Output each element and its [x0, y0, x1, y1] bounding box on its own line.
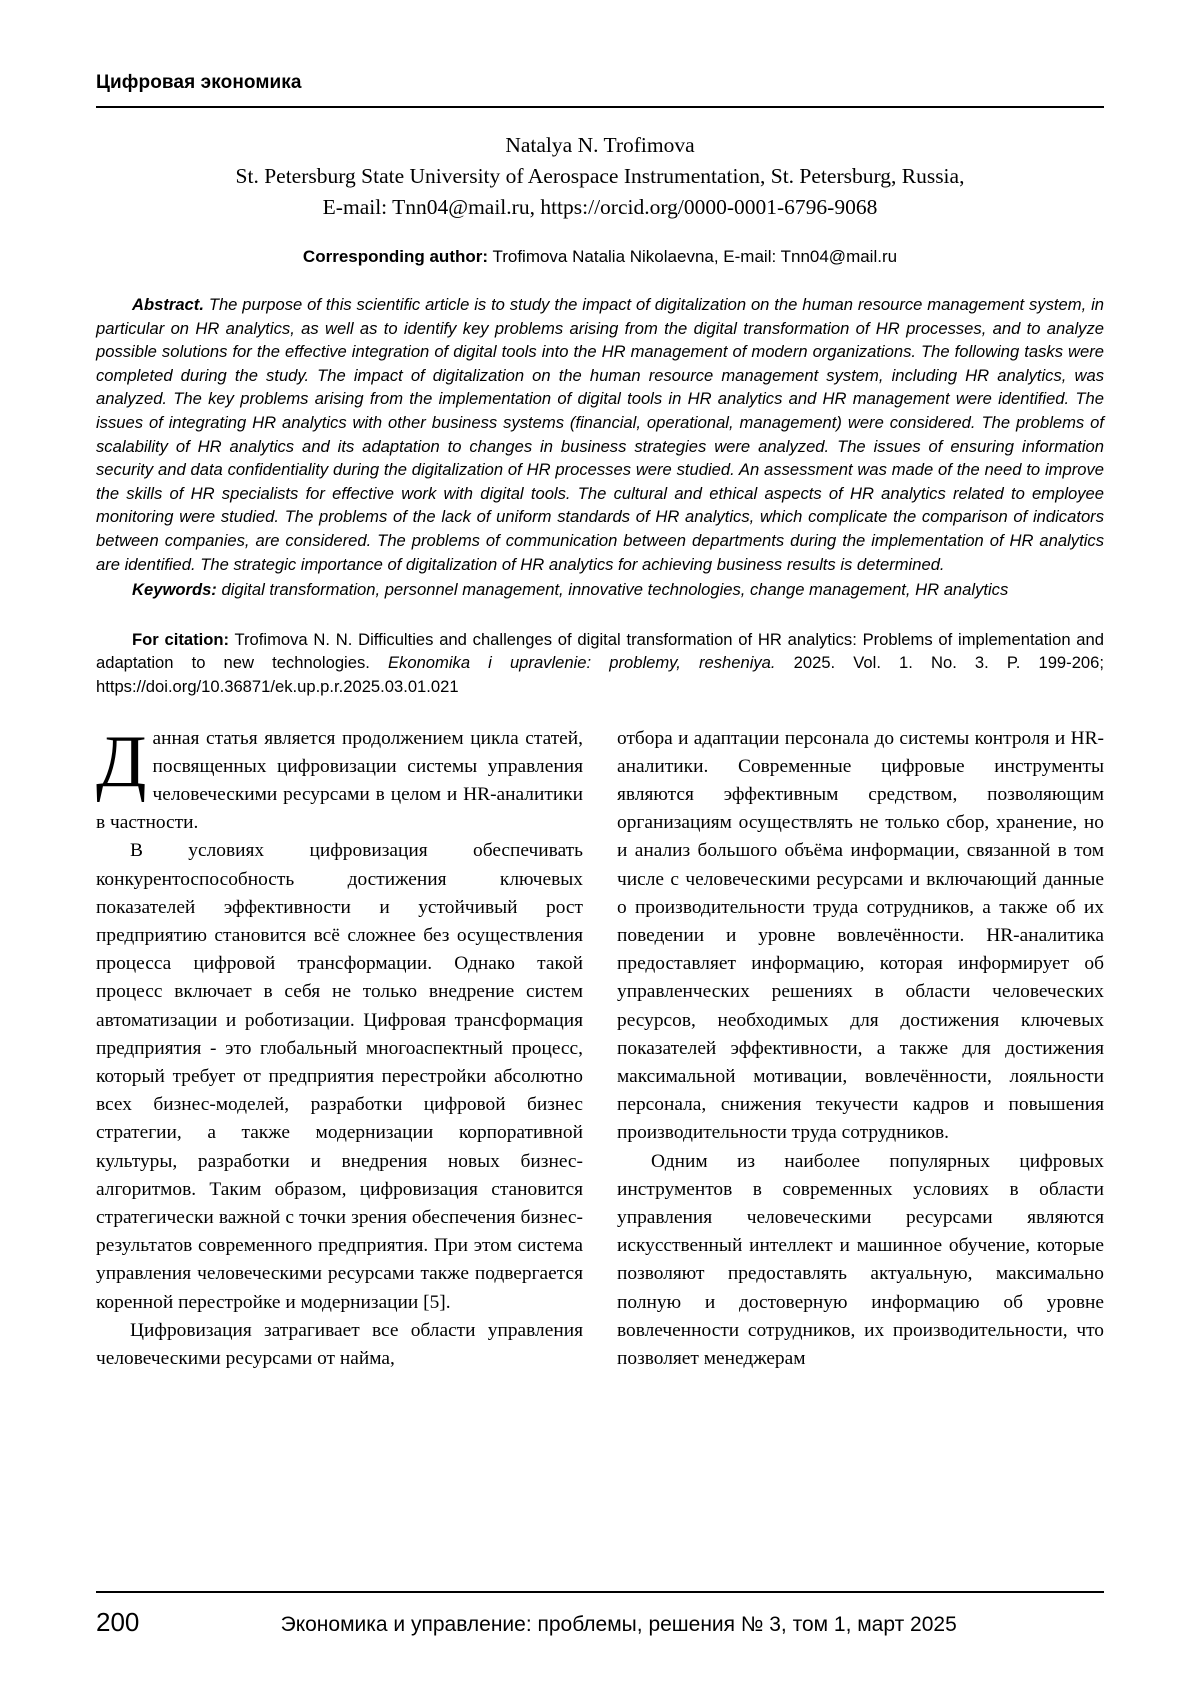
body-paragraph: отбора и адаптации персонала до системы контроля и HR-аналитики. Современные цифровые инструменты являются эффективным средством, позволяющим организациям осуществлять не только сбор, хранение, но и анализ большого объёма информации, связанной в том числе с человеческими ресурсами и включающий данные о производительности труда сотрудников, а также об их поведении и уровне вовлечённости. HR-аналитика предоставляет информацию, которая информирует об управленческих решениях в области человеческих ресурсов, необходимых для достижения ключевых показателей эффективности, а также для достижения максимальной мотивации, вовлечённости, лояльности персонала, снижения текучести кадров и повышения производительности труда сотрудников. — [617, 727, 1104, 1144]
keywords-label: Keywords: — [132, 580, 217, 600]
author-name: Natalya N. Trofimova — [505, 133, 695, 157]
corresponding-author-label: Corresponding author: — [302, 247, 489, 266]
page-number: 200 — [96, 1607, 140, 1637]
author-block — [96, 130, 1104, 223]
drop-cap: Д — [96, 720, 147, 803]
citation-text-after: 2025. Vol. 1. No. 3. P. 199-206; https://doi.org/10.36871/ek.up.p.r.2025.03.01.021 — [96, 653, 1104, 696]
abstract-label: Abstract. — [132, 295, 204, 314]
citation-label: For citation: — [132, 629, 230, 649]
citation-paragraph — [96, 628, 1104, 699]
body-paragraph: Одним из наиболее популярных цифровых инструментов в современных условиях в области управления человеческими ресурсами являются искусственный интеллект и машинное обучение, которые позволяют предоставлять актуальную, максимально полную и достоверную информацию об уровне вовлеченности сотрудников, их производительности, что позволяет менеджерам — [617, 1150, 1104, 1369]
body-columns — [96, 720, 1104, 1374]
corresponding-author — [96, 247, 1104, 267]
body-paragraph: Цифровизация затрагивает все области управления человеческими ресурсами от найма, — [96, 1319, 583, 1369]
body-column-left — [96, 720, 583, 1374]
header-divider — [96, 106, 1104, 108]
body-paragraph: В условиях цифровизация обеспечивать конкурентоспособность достижения ключевых показателей эффективности и устойчивый рост предприятию становится всё сложнее без осуществления процесса цифровой трансформации. Однако такой процесс включает в себя не только внедрение систем автоматизации и роботизации. Цифровая трансформация предприятия - это глобальный многоаспектный процесс, который требует от предприятия перестройки абсолютно всех бизнес-моделей, разработки цифровой бизнес стратегии, а также модернизации корпоративной культуры, разработки и внедрения новых бизнес-алгоритмов. Таким образом, цифровизация становится стратегически важной с точки зрения обеспечения бизнес-результатов современного предприятия. При этом система управления человеческими ресурсами также подвергается коренной перестройке и модернизации [5]. — [96, 840, 583, 1313]
keywords-text: digital transformation, personnel management, innovative technologies, change management, HR analytics — [216, 580, 1009, 600]
page-footer — [96, 1591, 1104, 1638]
journal-title-footer: Экономика и управление: проблемы, решения № 3, том 1, март 2025 — [280, 1613, 957, 1636]
keywords-paragraph — [96, 578, 1104, 602]
abstract-text: The purpose of this scientific article is to study the impact of digitalization on the human resource management system, in particular on HR analytics, as well as to identify key problems arising from the digital transformation of HR processes, and to analyze possible solutions for the effective integration of digital tools into the HR management of modern organizations. The following tasks were completed during the study. The impact of digitalization on the human resource management system, including HR analytics, was analyzed. The key problems arising from the implementation of digital tools in HR analytics and HR management were identified. The issues of integrating HR analytics with other business systems (financial, operational, management) were considered. The problems of scalability of HR analytics and its adaptation to changes in business strategies were analyzed. The issues of ensuring information security and data confidentiality during the digitalization of HR processes were studied. An assessment was made of the need to improve the skills of HR specialists for effective work with digital tools. The cultural and ethical aspects of HR analytics related to employee monitoring were studied. The problems of the lack of uniform standards of HR analytics, which complicate the comparison of indicators between companies, are considered. The problems of communication between departments during the implementation of HR analytics are identified. The strategic importance of digitalization of HR analytics for achieving business results is determined. — [96, 295, 1104, 574]
body-paragraph-text: анная статья является продолжением цикла статей, посвященных цифровизации системы управления человеческими ресурсами в целом и HR-аналитики в частности. — [96, 727, 583, 834]
abstract-paragraph — [96, 293, 1104, 576]
running-head: Цифровая экономика — [96, 72, 302, 93]
author-contact: E-mail: Tnn04@mail.ru, https://orcid.org/0000-0001-6796-9068 — [322, 195, 878, 219]
footer-divider — [96, 1591, 1104, 1593]
article-page — [96, 0, 1104, 1698]
citation-journal: Ekonomika i upravlenie: problemy, resheniya. — [387, 653, 776, 673]
corresponding-author-value: Trofimova Natalia Nikolaevna, E-mail: Tnn04@mail.ru — [488, 247, 898, 266]
author-affiliation: St. Petersburg State University of Aerospace Instrumentation, St. Petersburg, Russia, — [235, 164, 965, 188]
body-paragraph — [96, 720, 583, 838]
body-column-right — [617, 725, 1104, 1374]
citation-text-before: Trofimova N. N. Difficulties and challenges of digital transformation of HR analytics: Problems of implementation and adaptation to new technologies. — [96, 629, 1104, 673]
